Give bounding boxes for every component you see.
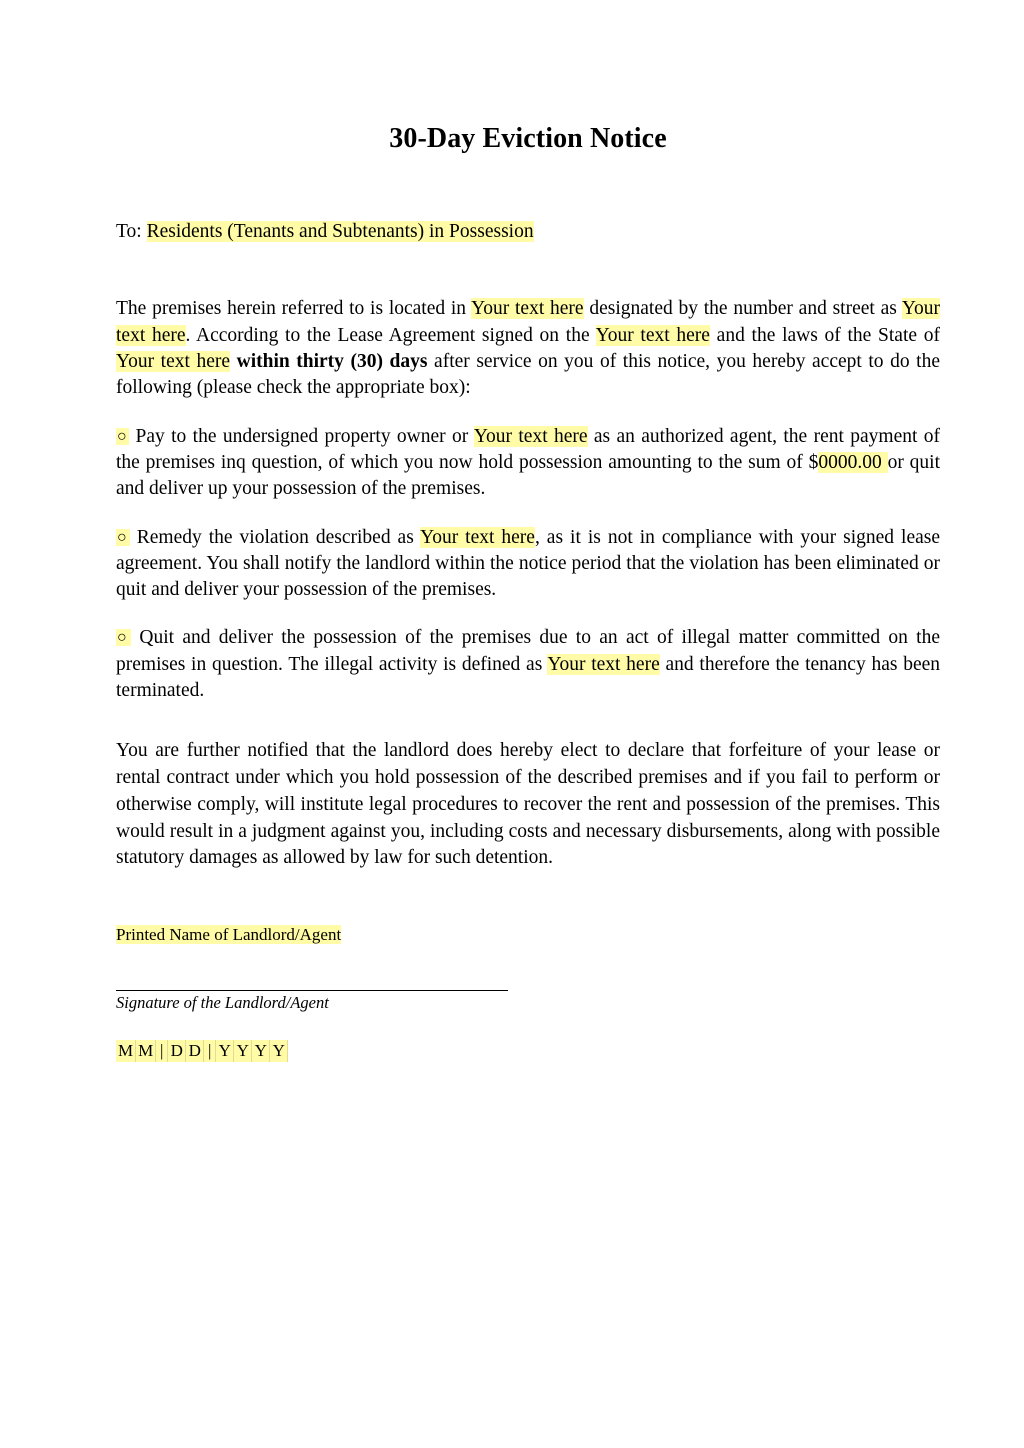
intro-bold-phrase: within thirty (30) days	[230, 350, 428, 372]
intro-blank-4[interactable]: Your text here	[116, 350, 231, 372]
option-2-text-1: Remedy the violation described as	[129, 526, 421, 548]
intro-paragraph	[116, 296, 940, 401]
intro-text-1: The premises herein referred to is located in	[116, 298, 472, 320]
intro-blank-1[interactable]: Your text here	[471, 298, 584, 320]
date-separator: |	[204, 1040, 216, 1062]
option-1-blank[interactable]: Your text here	[473, 425, 588, 447]
option-1-amount[interactable]: 0000.00	[818, 451, 888, 473]
option-3-text-2: and therefore the tenancy has been terminated.	[116, 653, 941, 702]
signature-caption: Signature of the Landlord/Agent	[116, 993, 329, 1012]
date-cell[interactable]: M	[136, 1040, 156, 1062]
date-cell[interactable]: M	[116, 1040, 136, 1062]
date-cell[interactable]: Y	[270, 1040, 288, 1062]
option-1-text-1: Pay to the undersigned property owner or	[129, 425, 474, 447]
recipient-line	[116, 219, 940, 245]
option-item-2	[116, 525, 940, 604]
signature-block	[116, 924, 940, 1062]
date-cell[interactable]: D	[186, 1040, 204, 1062]
checkbox-circle-icon[interactable]: ○	[117, 427, 129, 445]
option-2-blank[interactable]: Your text here	[420, 526, 535, 548]
intro-blank-3[interactable]: Your text here	[595, 324, 710, 346]
option-1-text-2: as an authorized agent, the rent payment of the premises inq question, of which you now hold possession amounting to the sum of $	[116, 425, 940, 473]
printed-name-field	[116, 924, 940, 946]
intro-text-2: designated by the number and street as	[583, 298, 902, 320]
closing-paragraph: You are further notified that the landlord does hereby elect to declare that forfeiture of your lease or rental contract under which you hold possession of the described premises and if you fail to perform or otherwise comply, will institute legal procedures to recover the rent and possession of the premises. This would result in a judgment against you, including costs and necessary disbursements, along with possible statutory damages as allowed by law for such detention.	[116, 740, 940, 869]
option-2-text-2: , as it is not in compliance with your signed lease agreement. You shall notify the landlord within the notice period that the violation has been eliminated or quit and deliver your possession of the premises.	[116, 526, 941, 601]
printed-name-label[interactable]: Printed Name of Landlord/Agent	[116, 924, 342, 944]
date-cell[interactable]: Y	[234, 1040, 252, 1062]
checkbox-circle-icon[interactable]: ○	[117, 629, 131, 647]
date-cell[interactable]: Y	[216, 1040, 234, 1062]
option-item-3	[116, 625, 940, 704]
document-body	[116, 0, 940, 1062]
recipient-label: To:	[116, 220, 147, 242]
page-title: 30-Day Eviction Notice	[389, 123, 667, 154]
date-field[interactable]	[116, 1040, 288, 1062]
intro-text-3: . According to the Lease Agreement signed on the	[185, 324, 596, 346]
date-separator: |	[156, 1040, 168, 1062]
signature-line[interactable]	[116, 990, 508, 991]
date-cell[interactable]: D	[168, 1040, 186, 1062]
date-cell[interactable]: Y	[252, 1040, 270, 1062]
intro-text-4: and the laws of the State of	[709, 324, 940, 346]
option-3-text-1: Quit and deliver the possession of the premises due to an act of illegal matter committed on the premises in question. The illegal activity is defined as	[116, 627, 940, 675]
intro-blank-2[interactable]: Your text here	[116, 298, 941, 346]
option-1-text-3: or quit and deliver up your possession of the premises.	[116, 451, 940, 500]
checkbox-circle-icon[interactable]: ○	[117, 528, 129, 546]
option-3-blank[interactable]: Your text here	[547, 653, 660, 675]
option-item-1	[116, 424, 940, 503]
intro-text-5: after service on you of this notice, you hereby accept to do the following (please check the appropriate box):	[116, 350, 940, 399]
recipient-value: Residents (Tenants and Subtenants) in Possession	[146, 220, 534, 242]
